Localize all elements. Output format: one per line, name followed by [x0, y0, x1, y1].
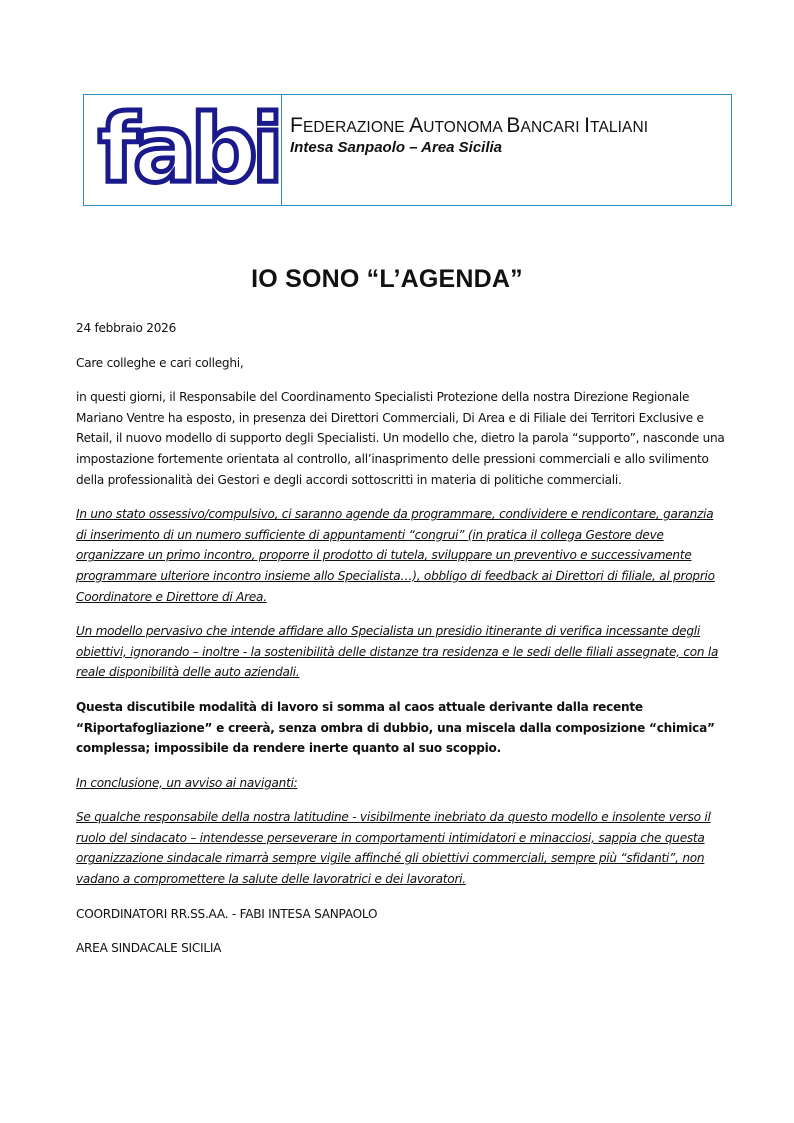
paragraph-avviso: Se qualche responsabile della nostra latitudine - visibilmente inebriato da questo modello e insolente verso il ruolo del sindacato – intendesse perseverare in comportamenti intimidatori e minacciosi, sappia che questa organizzazione sindacale rimarrà sempre vigile affinché gli obiettivi commerciali, sempre più “sfidanti”, non vadano a compromettere la salute delle lavoratrici e dei lavoratori.	[76, 810, 711, 887]
org-name	[290, 114, 731, 138]
org-name-rest-2: UTONOMA	[423, 119, 507, 136]
paragraph-intro: in questi giorni, il Responsabile del Coordinamento Specialisti Protezione della nostra Direzione Regionale Mariano Ventre ha esposto, in presenza dei Direttori Commerciali, Di Area e di Filiale dei Territori Exclusive e Retail, il nuovo modello di supporto degli Specialisti. Un modello che, dietro la parola “supporto”, nasconde una impostazione fortemente orientata al controllo, all’inasprimento delle pressioni commerciali e allo svilimento della professionalità dei Gestori e degli accordi sottoscritti in materia di politiche commerciali.	[76, 390, 725, 487]
fabi-logo	[94, 95, 278, 204]
paragraph-modello: Un modello pervasivo che intende affidare allo Specialista un presidio itinerante di verifica incessante degli obiettivi, ignorando – inoltre - la sostenibilità delle distanze tra residenza e le sedi delle filiali assegnate, con la reale disponibilità delle auto aziendali.	[76, 624, 719, 680]
org-cell	[282, 95, 731, 205]
greeting: Care colleghe e cari colleghi,	[76, 355, 244, 370]
logo-cell	[84, 95, 282, 205]
paragraph-caos: Questa discutibile modalità di lavoro si somma al caos attuale derivante dalla recente “Riportafogliazione” e creerà, senza ombra di dubbio, una miscela dalla composizione “chimica” complessa; impossibile da rendere inerte quanto al suo scoppio.	[76, 699, 715, 756]
document-title: IO SONO “L’AGENDA”	[251, 265, 523, 293]
org-name-rest-1: EDERAZIONE	[302, 119, 410, 136]
org-name-cap-1: F	[290, 114, 303, 137]
signature-line-2: AREA SINDACALE SICILIA	[76, 941, 222, 956]
logo-text: fabi	[98, 95, 278, 204]
letterhead	[83, 94, 732, 206]
signature-line-1: COORDINATORI RR.SS.AA. - FABI INTESA SANPAOLO	[76, 906, 378, 921]
org-subtitle: Intesa Sanpaolo – Area Sicilia	[290, 139, 503, 156]
letter-body	[76, 318, 726, 973]
letter-date: 24 febbraio 2026	[76, 321, 177, 335]
org-name-rest-3: ANCARI	[520, 119, 585, 136]
org-name-cap-3: B	[506, 114, 521, 137]
paragraph-conclusione: In conclusione, un avviso ai naviganti:	[76, 775, 298, 790]
org-name-cap-4: I	[584, 114, 591, 137]
org-name-cap-2: A	[409, 114, 424, 137]
org-name-rest-4: TALIANI	[590, 119, 649, 136]
paragraph-agende: In uno stato ossessivo/compulsivo, ci saranno agende da programmare, condividere e rendicontare, garanzia di inserimento di un numero sufficiente di appuntamenti “congrui” (in pratica il collega Gestore deve organizzare un primo incontro, proporre il prodotto di tutela, sviluppare un preventivo e successivamente programmare ulteriore incontro insieme allo Specialista…), obbligo di feedback ai Direttori di filiale, al proprio Coordinatore e Direttore di Area.	[76, 507, 715, 604]
